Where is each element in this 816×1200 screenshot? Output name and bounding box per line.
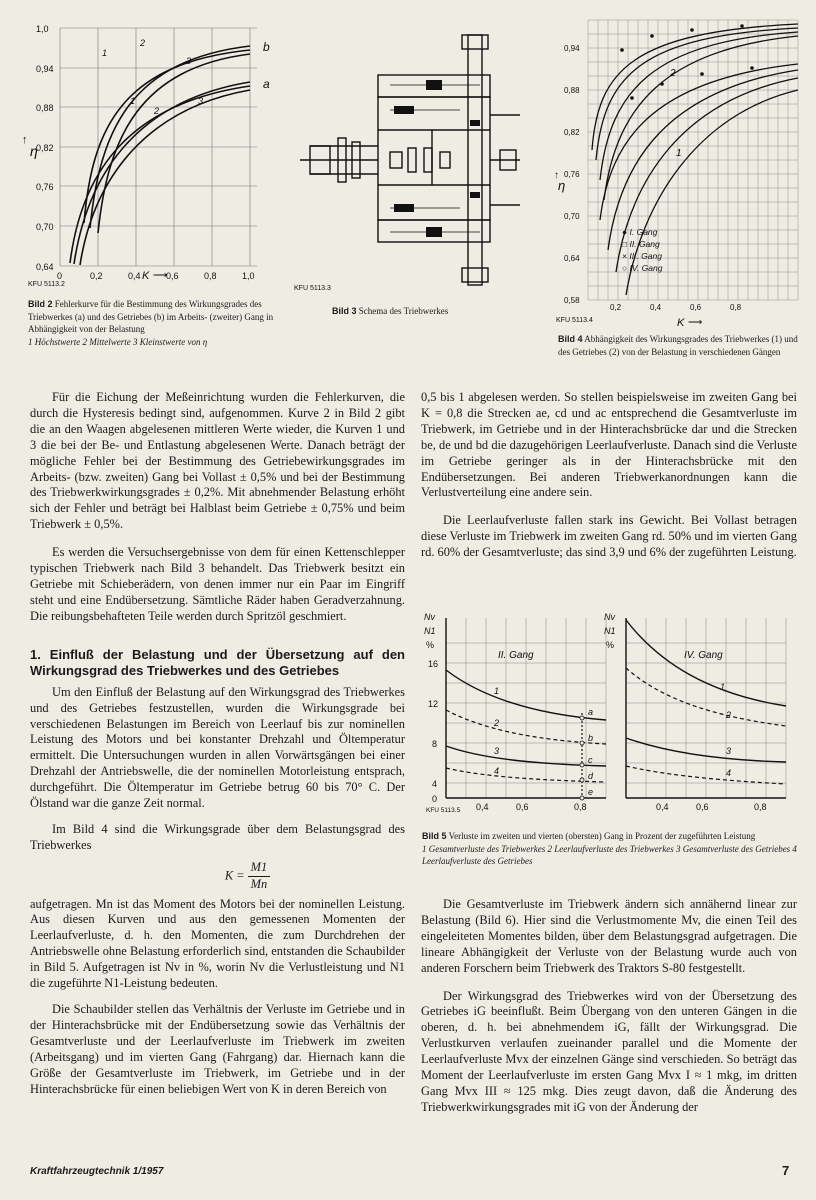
paragraph: Es werden die Versuchsergebnisse von dem für einen Kettenschlepper typischen Triebwerk nach Bild 3 behandelt. Das Triebwerk besitzt ein Getriebe mit Schieberädern, von denen immer nur ein Paar im Eingriff steht und eine Endübersetzung. Sämtliche Räder haben Geradverzahnung. Die reibungsbehafteten Teile werden durch Spritzöl geschmiert.	[30, 545, 405, 623]
fig5-ytick: 8	[432, 739, 438, 749]
fig4-ytick: 0,76	[564, 170, 580, 179]
fig5-ytick: 0	[432, 794, 438, 804]
paragraph: Für die Eichung der Meßeinrichtung wurden die Fehlerkurven, die durch die Hysteresis bedingt sind, aufgenommen. Kurve 2 in Bild 2 gibt die an den Waagen abgelesenen mittleren Werte wieder, die Kurven 1 und 3 die bei der Be- und Entlastung abgelesenen Werte. Danach beträgt der mögliche Fehler bei der Bestimmung des Getriebewirkungsgrades im Arbeits- (bzw. zweiten) Gang bei Vollast ± 0,5% und bei der Bestimmung des Triebwerkwirkungsgrades ± 0,2%. Mit abnehmender Belastung erhöht sich der Fehler und beträgt bei Halblast beim Getriebe ± 0,75% und beim Triebwerk ± 0,5%.	[30, 390, 405, 532]
fig4-ytick: 0,94	[564, 44, 580, 53]
fig4-caption-text: Abhängigkeit des Wirkungsgrades des Triebwerkes (1) und des Getriebes (2) von der Belastung in verschiedenen Gängen	[558, 334, 798, 357]
fig4-legend-item: □ II. Gang	[622, 239, 660, 249]
figure-2-caption	[28, 298, 292, 348]
journal-footer: Kraftfahrzeugtechnik 1/1957	[30, 1166, 164, 1177]
fig5-y-label-den: N1	[604, 626, 616, 636]
paragraph: Die Leerlaufverluste fallen stark ins Gewicht. Bei Vollast betragen diese Verluste im Triebwerk im zweiten Gang rd. 50% und im vierten Gang rd. 60% der Gesamtverluste; das sind 3,9 und 6% der zugeführten Leistung.	[421, 513, 797, 560]
fig5-y-unit: %	[606, 640, 615, 650]
fig5-curve-label: 2	[494, 718, 500, 728]
fig5-point-label: d	[588, 771, 594, 781]
formula-numerator: M1	[248, 860, 271, 877]
fig3-stamp: KFU 5113.3	[294, 285, 331, 292]
svg-text:↑: ↑	[22, 134, 28, 146]
fig2-ytick: 0,70	[36, 222, 54, 232]
fig5-xtick: 0,6	[516, 802, 529, 812]
figure-4-caption	[558, 333, 802, 358]
paragraph: Die Schaubilder stellen das Verhältnis der Verluste im Getriebe und in der Hinterachsbrücke mit der Endübersetzung sowie das Verhältnis der Gesamtverluste und der Leerlaufverluste im Triebwerk im zweiten (Arbeitsgang) und im vierten Gang (Fahrgang) dar. Hiernach kann die Größe der Gesamtverluste im Triebwerk, im Getriebe und in der Hinterachsbrücke für einen beliebigen Wert von K in deren Bereich von	[30, 1002, 405, 1096]
fig4-ytick: 0,70	[564, 212, 580, 221]
fig5-legend: 1 Gesamtverluste des Triebwerkes 2 Leerlaufverluste des Triebwerkes 3 Gesamtverluste des Getriebes 4 Leerlaufverluste des Getriebes	[422, 843, 797, 866]
fig2-xtick: 0,4	[128, 271, 141, 281]
figure-5-caption	[422, 830, 798, 868]
fig5-xtick: 0,4	[476, 802, 489, 812]
fig5-caption-text: Verluste im zweiten und vierten (obersten) Gang in Prozent der zugeführten Leistung	[448, 831, 756, 841]
fig5-y-unit: %	[426, 640, 435, 650]
fig5-right-title: IV. Gang	[684, 650, 723, 661]
fig5-point-label: e	[588, 787, 594, 797]
figure-5	[420, 598, 800, 828]
fig2-x-label: K	[142, 270, 150, 282]
fig4-x-label: K	[677, 317, 685, 328]
fig2-ytick: 0,64	[36, 262, 54, 272]
fig2-curve-label: 1	[130, 96, 136, 106]
fig2-xtick: 1,0	[242, 271, 255, 281]
formula-denominator: Mn	[250, 876, 268, 891]
fig5-ytick: 16	[428, 659, 439, 669]
figure-2	[22, 18, 292, 288]
fig2-xtick: 0,8	[204, 271, 217, 281]
fig5-point-label: a	[588, 707, 594, 717]
fig5-y-label-num: Nv	[604, 612, 615, 622]
fig5-curve-label: 1	[494, 686, 500, 696]
page-number: 7	[782, 1163, 790, 1178]
fig5-y-label-num: Nv	[424, 612, 435, 622]
figure-3	[290, 20, 550, 295]
fig4-ytick: 0,64	[564, 254, 580, 263]
fig4-stamp: KFU 5113.4	[556, 317, 593, 324]
formula-fraction	[248, 860, 271, 893]
formula	[90, 860, 405, 893]
figure-3-schema	[290, 20, 550, 295]
svg-text:⟶: ⟶	[153, 270, 168, 281]
figure-2-chart	[22, 18, 292, 288]
fig2-curve-label: 1	[102, 48, 108, 58]
fig4-xtick: 0,4	[650, 303, 662, 312]
paragraph: Die Gesamtverluste im Triebwerk ändern sich annähernd linear zur Belastung (Bild 6). Hier sind die Verlustmomente Mv, die einen Teil des eingeleiteten Momentes bilden, über dem Belastungsgrad aufgetragen. Die lineare Abhängigkeit der Verluste von der Belastung wurde auch von anderen Forschern beim Triebwerk des Traktors S-80 festgestellt.	[421, 897, 797, 975]
fig2-ytick: 0,76	[36, 182, 54, 192]
fig3-caption-label: Bild 3	[332, 306, 357, 316]
paragraph: Um den Einfluß der Belastung auf den Wirkungsgrad des Triebwerkes und des Getriebes festzustellen, wurden die Wirkungsgrade bei verschiedenen Belastungen im Bereich von Leerlauf bis zur nominellen Leistung des Motors und bei konstanter Drehzahl und Öltemperatur ermittelt. Die Untersuchungen wurden in allen Vorwärtsgängen bei einer Drehzahl der Antriebswelle, die der nominellen Motorleistung entsprach, durchgeführt. Die Öltemperatur im Getriebe betrug 60 bis 70° C. Der Ölstand war die ganze Zeit normal.	[30, 684, 405, 811]
fig2-xtick: 0,6	[166, 271, 179, 281]
fig2-caption-text: Fehlerkurve für die Bestimmung des Wirkungsgrades des Triebwerkes (a) und des Getriebes (b) im Arbeits- (zweiter) Gang in Abhängigkeit von der Belastung	[28, 299, 274, 334]
figure-3-caption	[332, 305, 542, 318]
fig5-xtick: 0,6	[696, 802, 709, 812]
fig2-legend: 1 Höchstwerte 2 Mittelwerte 3 Kleinstwerte von η	[28, 336, 208, 347]
fig2-curve-label: 2	[154, 106, 160, 116]
fig2-xtick: 0	[57, 271, 63, 281]
fig4-y-label: η	[558, 178, 566, 193]
fig4-xtick: 0,2	[610, 303, 622, 312]
fig5-point-label: c	[588, 755, 593, 765]
fig5-xtick: 0,8	[754, 802, 767, 812]
right-column-top	[421, 390, 797, 561]
fig4-legend-item: ● I. Gang	[622, 227, 658, 237]
left-column	[30, 390, 405, 1097]
fig5-curve-label: 4	[494, 766, 500, 776]
fig5-xtick: 0,4	[656, 802, 669, 812]
fig5-curve-label: 3	[494, 746, 500, 756]
figure-4-chart	[552, 10, 810, 328]
fig2-ytick: 0,94	[36, 64, 54, 74]
svg-text:⟶: ⟶	[688, 317, 703, 328]
fig2-xtick: 0,2	[90, 271, 103, 281]
fig4-curve-label: 2	[670, 68, 676, 79]
fig5-ytick: 4	[432, 779, 438, 789]
fig4-legend-item: ○ IV. Gang	[622, 263, 663, 273]
paragraph: Der Wirkungsgrad des Triebwerkes wird von der Übersetzung des Getriebes iG beeinflußt. Beim Übergang von den unteren Gängen in die oberen, d. h. bei abnehmendem iG, fällt der Wirkungsgrad. Die Verlustkurven verlaufen zueinander parallel und die Momente der Leerlaufverluste Mvx der einzelnen Gänge sind verschieden. So beträgt das Moment der Leerlaufverluste im ersten Gang Mvx I ≈ 1 mkg, im dritten Gang Mvx III ≈ 125 mkg. Dies zeugt davon, daß die Änderung des Triebwerkwirkungsgrades mit iG von der Änderung der	[421, 988, 797, 1114]
paragraph: 0,5 bis 1 abgelesen werden. So stellen beispielsweise im zweiten Gang bei K = 0,8 die Strecken ae, cd und ac entsprechend die Gesamtverluste im Triebwerk, im Getriebe und in der Hinterachsbrücke dar und die Strecken be, de und bd die dazugehörigen Leerlaufverluste. Danach sind die Verluste im Getriebe geringer als in der Hinterachsbrücke mit den Endübersetzungen. Bei anderen Triebwerkanordnungen kann die Verlustverteilung eine andere sein.	[421, 390, 797, 500]
fig2-curve-label: 3	[198, 96, 204, 106]
fig2-curve-label: 2	[140, 38, 146, 48]
fig4-ytick: 0,88	[564, 86, 580, 95]
fig3-caption-text: Schema des Triebwerkes	[358, 306, 449, 316]
fig4-legend-item: × III. Gang	[622, 251, 662, 261]
fig2-ytick: 0,82	[36, 143, 54, 153]
figure-4	[552, 10, 810, 328]
fig5-stamp: KFU 5113.5	[426, 807, 461, 814]
fig2-group-label: a	[263, 77, 270, 91]
svg-text:↑: ↑	[554, 170, 559, 181]
fig5-left-title: II. Gang	[498, 650, 534, 661]
right-column-bottom	[421, 897, 797, 1116]
formula-lhs: K =	[224, 868, 245, 882]
fig5-curve-label: 2	[726, 710, 732, 720]
paragraph: aufgetragen. Mn ist das Moment des Motors bei der nominellen Leistung. Aus diesen Kurven und aus den gemessenen Momenten der Leerlaufverluste, d. h. den Momenten, die zum Durchdrehen der Antriebswelle ohne Belastung erforderlich sind, entstanden die Schaubilder in Bild 5. Aufgetragen ist Nv in %, worin Nv die Verlustleistung und N1 die zugeführte N1-Leistung bedeuten.	[30, 896, 405, 991]
fig2-curve-label: 3	[186, 56, 192, 66]
fig2-caption-label: Bild 2	[28, 299, 53, 309]
fig4-caption-label: Bild 4	[558, 334, 583, 344]
fig5-curve-label: 3	[726, 746, 732, 756]
fig5-xtick: 0,8	[574, 802, 587, 812]
fig4-xtick: 0,8	[730, 303, 742, 312]
fig5-curve-label: 1	[720, 682, 726, 692]
fig2-group-label: b	[263, 40, 270, 54]
fig5-y-label-den: N1	[424, 626, 436, 636]
fig5-ytick: 12	[428, 699, 439, 709]
paragraph: Im Bild 4 sind die Wirkungsgrade über dem Belastungsgrad des Triebwerkes	[30, 821, 405, 852]
fig4-curve-label: 1	[676, 148, 682, 159]
fig4-ytick: 0,82	[564, 128, 580, 137]
figure-5-chart	[420, 598, 800, 828]
section-heading: 1. Einfluß der Belastung und der Übersetzung auf den Wirkungsgrad des Triebwerkes und des Getriebes	[30, 646, 405, 678]
fig2-ytick: 1,0	[36, 24, 49, 34]
fig4-ytick: 0,58	[564, 296, 580, 305]
fig5-curve-label: 4	[726, 768, 732, 778]
fig2-y-label: η	[30, 143, 38, 159]
fig5-caption-label: Bild 5	[422, 831, 447, 841]
fig5-point-label: b	[588, 733, 594, 743]
fig2-stamp: KFU 5113.2	[28, 281, 65, 288]
fig2-ytick: 0,88	[36, 103, 54, 113]
fig4-xtick: 0,6	[690, 303, 702, 312]
